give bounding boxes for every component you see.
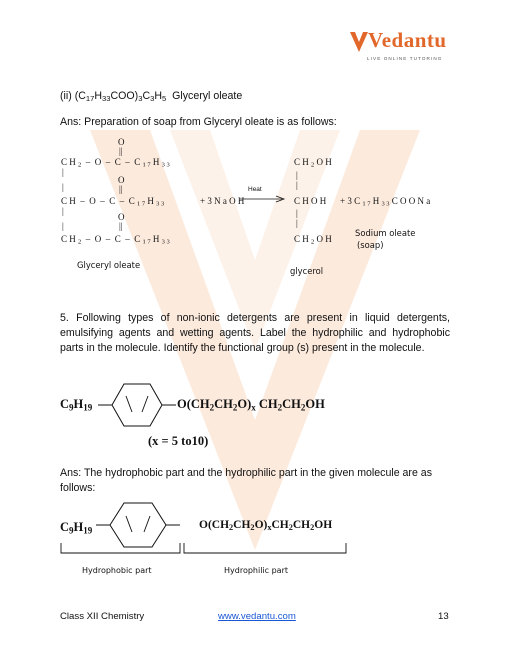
glycerol-label: glycerol	[290, 266, 324, 276]
answer-text-1: Ans: Preparation of soap from Glyceryl oleate is as follows:	[60, 116, 337, 128]
soap-label-1: Sodium oleate	[355, 228, 416, 238]
benzene-ring	[98, 382, 176, 428]
answer-text-2: Ans: The hydrophobic part and the hydrophilic part in the given molecule are as follows:	[60, 467, 432, 494]
soap-label-2: (soap)	[357, 240, 384, 250]
part-ii-heading: (ii) $(C_{17}H_{33}COO)_3C_3H_5$ Glyceryl oleate	[60, 90, 243, 103]
x-range: (x = 5 to10)	[148, 434, 209, 448]
logo-text: Vedantu	[368, 28, 447, 52]
hydrophobic-label: Hydrophobic part	[82, 566, 152, 575]
question-5: 5. Following types of non-ionic detergents are present in liquid detergents, emulsifying agents and wetting agents. Label the hydrophilic and hydrophobic parts in the molecule. Identify the functional group (s) present in the molecule.	[60, 312, 450, 354]
page-number: 13	[438, 611, 449, 622]
part-brackets	[60, 541, 350, 557]
reaction-arrow	[240, 195, 286, 203]
footer-link[interactable]: www.vedantu.com	[218, 611, 296, 622]
reactant-label: Glyceryl oleate	[77, 260, 141, 270]
logo-v-icon	[348, 30, 370, 54]
reagent: + 3 N a O H	[200, 196, 245, 206]
footer-course: Class XII Chemistry	[60, 611, 145, 622]
compound-name: Glyceryl oleate	[172, 90, 243, 102]
hydrophilic-label: Hydrophilic part	[224, 566, 288, 575]
heat-label: Heat	[248, 186, 262, 193]
vedantu-logo[interactable]	[348, 28, 468, 74]
logo-tagline: LIVE ONLINE TUTORING	[367, 56, 443, 61]
